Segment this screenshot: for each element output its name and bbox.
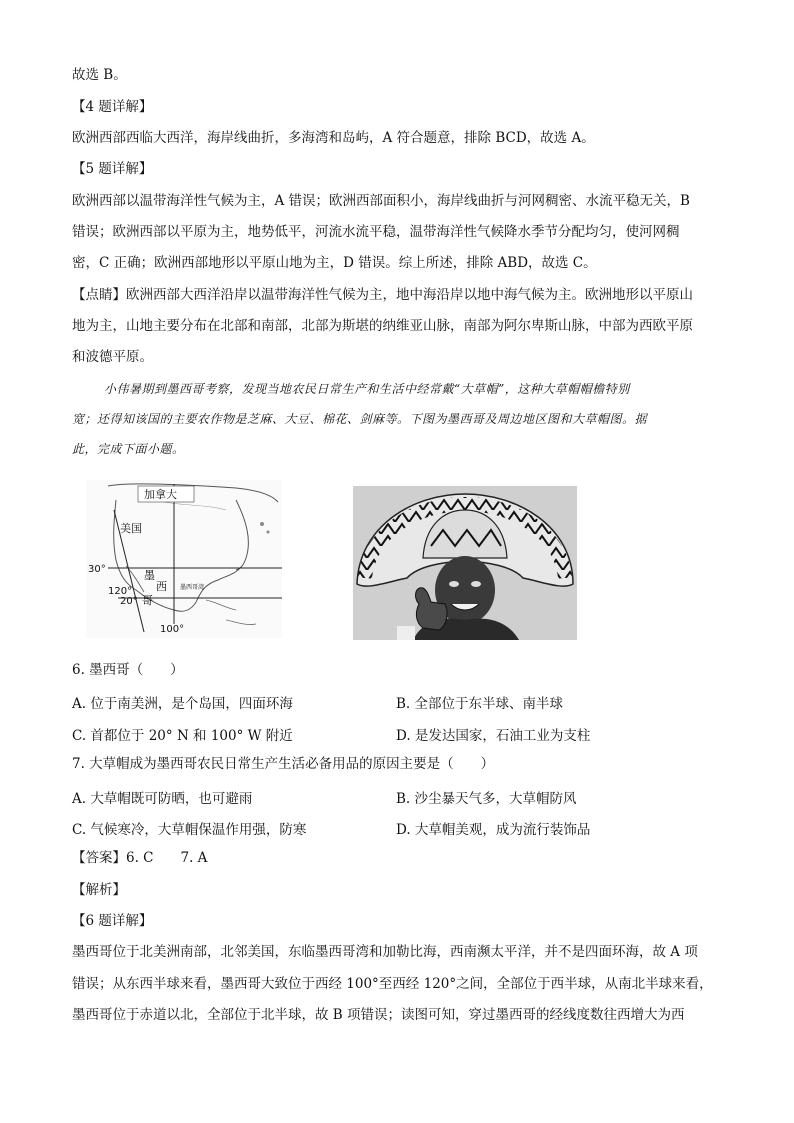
q6-option-b: B. 全部位于东半球、南半球 <box>396 696 564 712</box>
q6-option-c: C. 首都位于 20° N 和 100° W 附近 <box>72 728 293 744</box>
sombrero-photo <box>353 486 577 640</box>
map-label-lon120: 120° <box>108 586 133 597</box>
q7-option-d: D. 大草帽美观，成为流行装饰品 <box>396 822 591 838</box>
text-line-9: 地为主，山地主要分布在北部和南部，北部为斯堪的纳维亚山脉，南部为阿尔卑斯山脉，中部为西欧平原 <box>72 318 693 334</box>
map-label-usa: 美国 <box>120 522 142 535</box>
answer-text: 6. C 7. A <box>126 850 208 866</box>
map-label-gulf: 墨西哥湾 <box>180 584 205 591</box>
section-header-q5: 【5 题详解】 <box>72 161 153 177</box>
analysis-header: 【解析】 <box>72 882 126 898</box>
map-label-mexico-3: 哥 <box>142 594 153 607</box>
map-label-lon100: 100° <box>160 624 185 635</box>
text-line-5: 欧洲西部以温带海洋性气候为主，A 错误；欧洲西部面积小，海岸线曲折与河网稠密、水流平稳无关，B <box>72 193 690 209</box>
section-header-q6: 【6 题详解】 <box>72 913 153 929</box>
question-7-stem: 7. 大草帽成为墨西哥农民日常生产生活必备用品的原因主要是（ ） <box>72 756 495 772</box>
text-line-8: 【点睛】欧洲西部大西洋沿岸以温带海洋性气候为主，地中海沿岸以地中海气候为主。欧洲地形以平原山 <box>72 287 693 303</box>
final-line-3: 墨西哥位于赤道以北，全部位于北半球，故 B 项错误；读图可知，穿过墨西哥的经线度数往西增大为西 <box>72 1007 685 1023</box>
text-line-7: 密，C 正确；欧洲西部地形以平原山地为主，D 错误。综上所述，排除 ABD，故选 C。 <box>72 255 597 271</box>
final-line-2: 错误；从东西半球来看，墨西哥大致位于西经 100°至西经 120°之间，全部位于西半球，从南北半球来看， <box>72 976 713 992</box>
map-label-mexico-1: 墨 <box>144 569 155 582</box>
map-label-lat20: 20° <box>120 596 138 607</box>
text-line-1: 故选 B。 <box>72 67 127 83</box>
map-label-canada: 加拿大 <box>144 488 177 501</box>
text-line-3: 欧洲西部西临大西洋，海岸线曲折，多海湾和岛屿，A 符合题意，排除 BCD，故选 A。 <box>72 130 595 146</box>
text-line-10: 和波德平原。 <box>72 349 153 365</box>
q7-option-b: B. 沙尘暴天气多，大草帽防风 <box>396 791 577 807</box>
section-header-q4: 【4 题详解】 <box>72 99 153 115</box>
q6-option-a: A. 位于南美洲，是个岛国，四面环海 <box>72 696 293 712</box>
intro-line-2: 宽；还得知该国的主要农作物是芝麻、大豆、棉花、剑麻等。下图为墨西哥及周边地区图和大草帽图。据 <box>72 412 648 426</box>
intro-line-1: 小伟暑期到墨西哥考察，发现当地农民日常生产和生活中经常戴“大草帽”，这种大草帽帽檐特别 <box>104 382 630 396</box>
answer-label: 【答案】 <box>72 850 126 866</box>
mexico-map-figure <box>86 480 282 638</box>
map-label-lat30: 30° <box>88 564 106 575</box>
text-line-6: 错误；欧洲西部以平原为主，地势低平，河流水流平稳，温带海洋性气候降水季节分配均匀，使河网稠 <box>72 224 680 240</box>
q7-option-a: A. 大草帽既可防晒，也可避雨 <box>72 791 253 807</box>
intro-line-3: 此，完成下面小题。 <box>72 442 185 456</box>
question-6-stem: 6. 墨西哥（ ） <box>72 662 184 678</box>
q7-option-c: C. 气候寒冷，大草帽保温作用强，防寒 <box>72 822 307 838</box>
answer-line <box>72 849 207 867</box>
final-line-1: 墨西哥位于北美洲南部，北邻美国，东临墨西哥湾和加勒比海，西南濒太平洋，并不是四面环海，故 A 项 <box>72 944 698 960</box>
map-label-mexico-2: 西 <box>156 580 167 593</box>
q6-option-d: D. 是发达国家，石油工业为支柱 <box>396 728 591 744</box>
